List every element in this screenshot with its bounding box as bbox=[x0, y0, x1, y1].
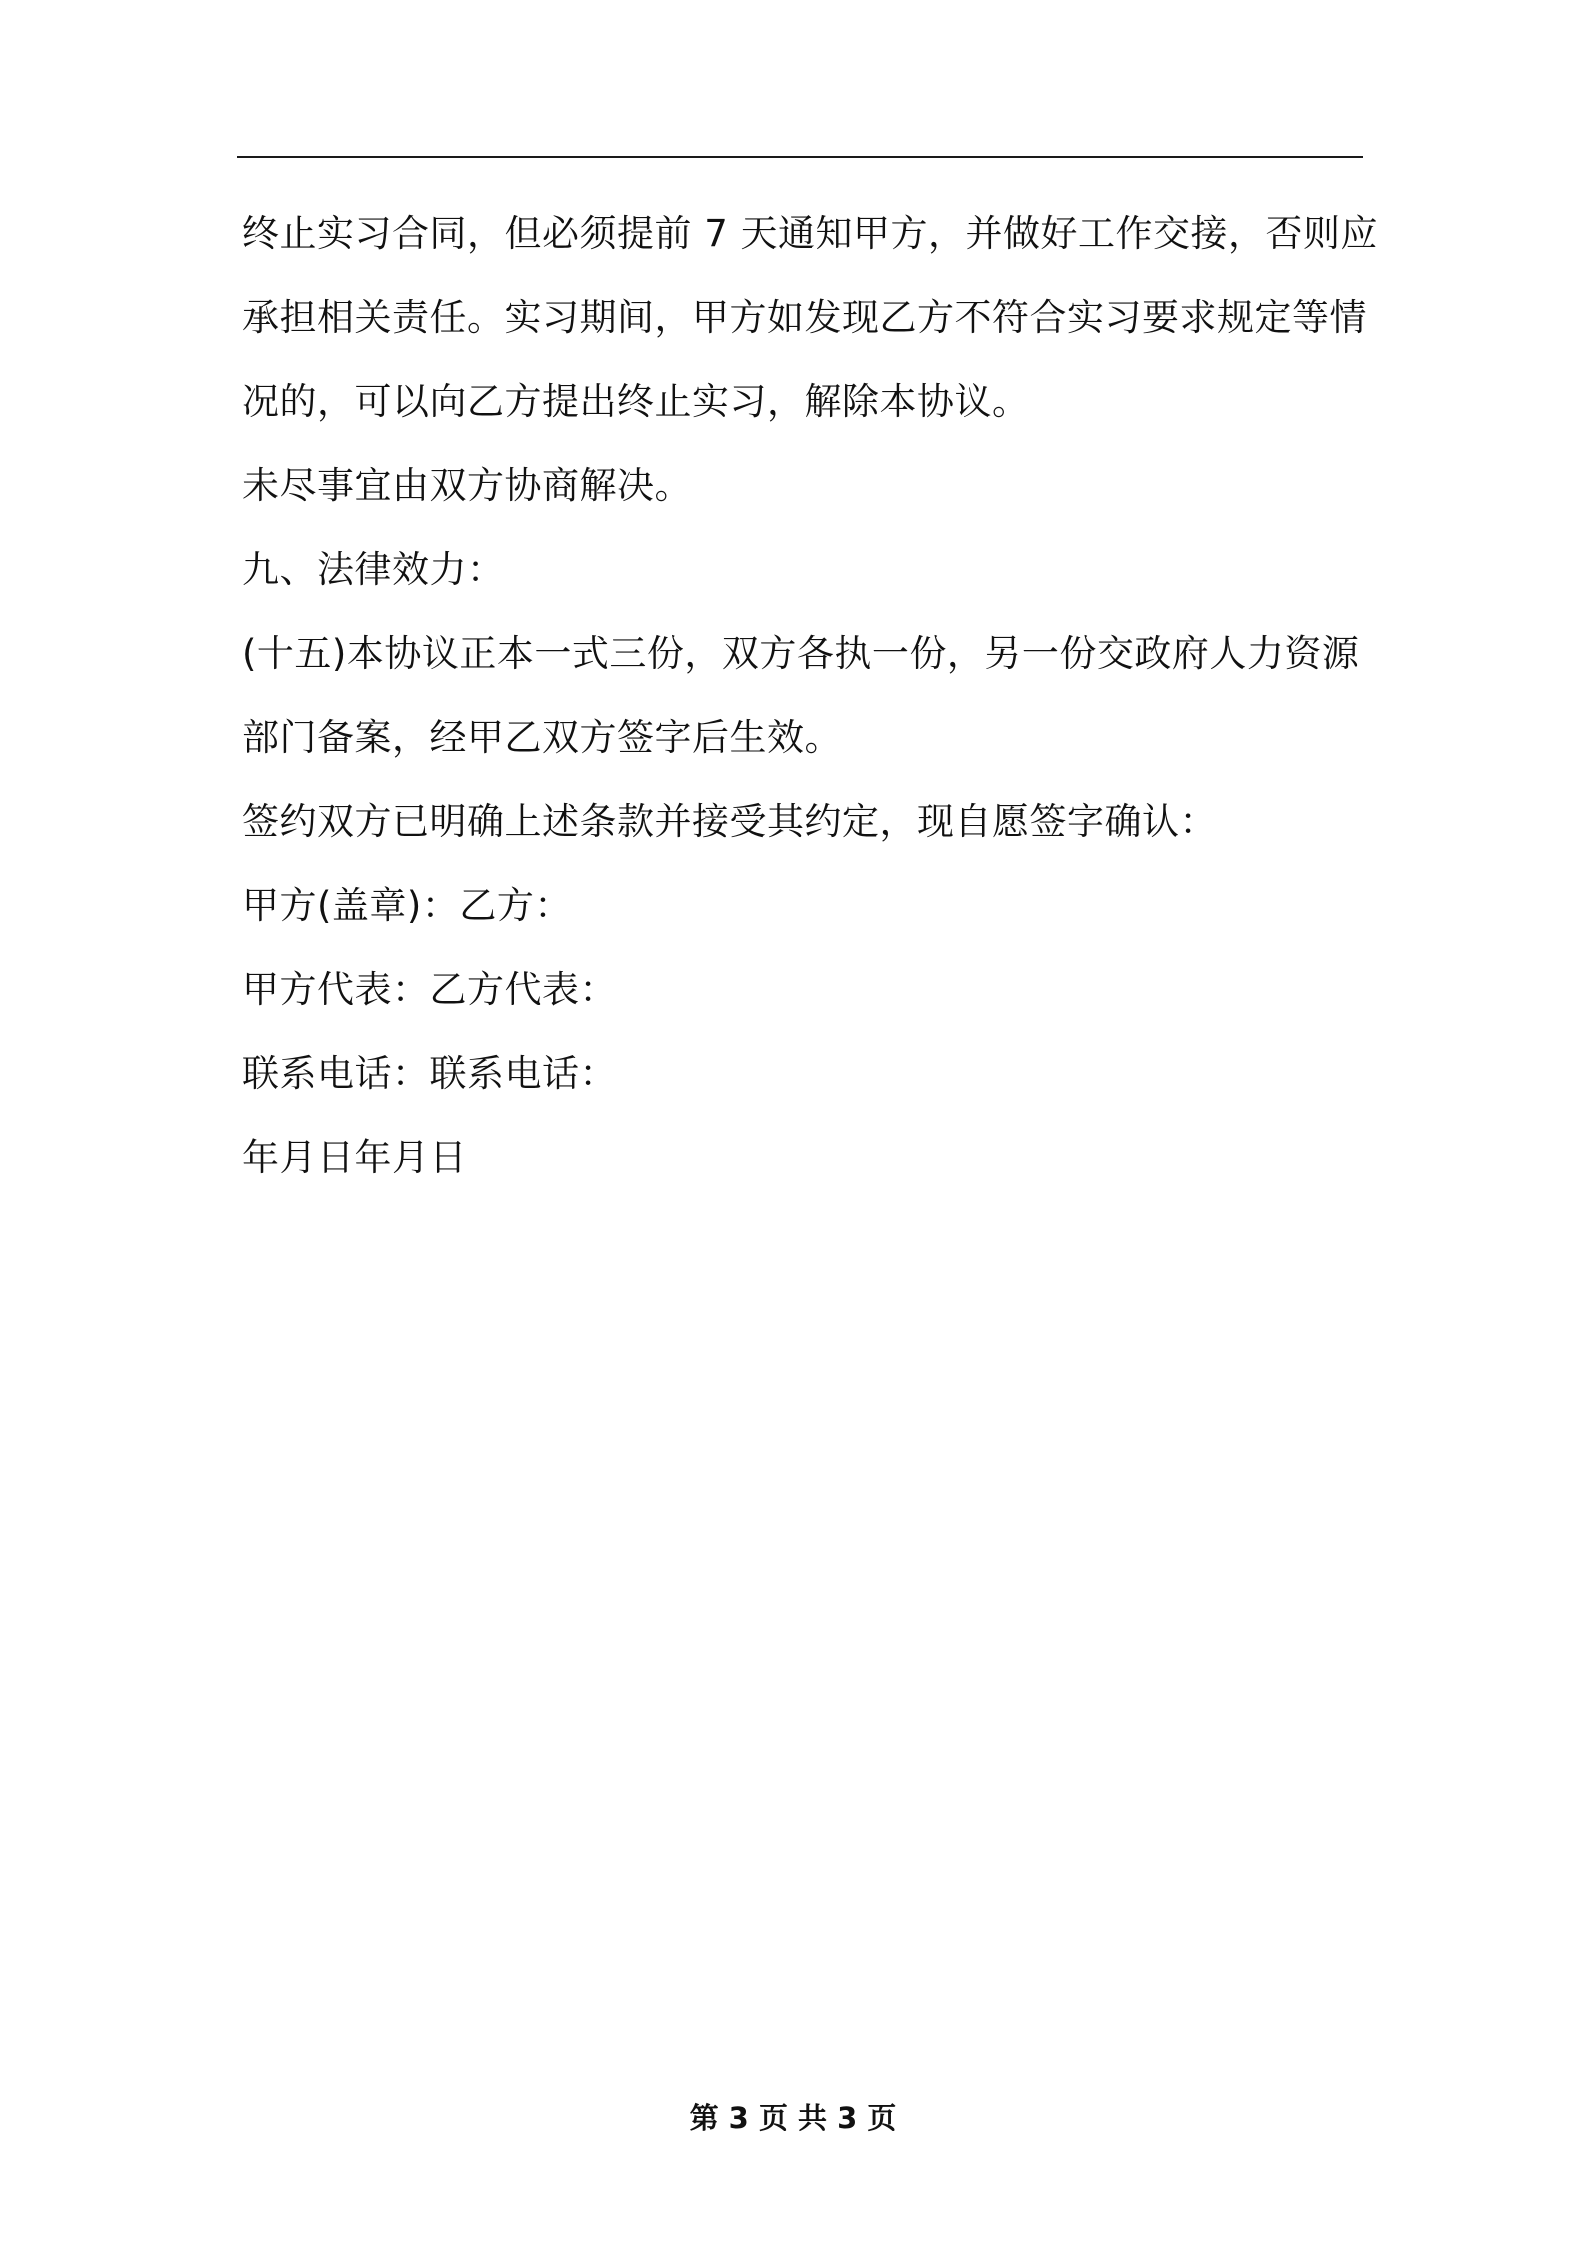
paragraph-line: (十五)本协议正本一式三份，双方各执一份，另一份交政府人力资源 bbox=[242, 632, 1360, 675]
paragraph-line: 签约双方已明确上述条款并接受其约定，现自愿签字确认： bbox=[242, 800, 1217, 843]
paragraph-line: 终止实习合同，但必须提前 7 天通知甲方，并做好工作交接，否则应 bbox=[242, 212, 1379, 255]
signature-line-party-a: 甲方(盖章)：乙方： bbox=[242, 884, 572, 927]
page-number-footer: 第 3 页 共 3 页 bbox=[689, 2101, 897, 2135]
section-heading: 九、法律效力： bbox=[242, 548, 505, 591]
signature-line-representative: 甲方代表：乙方代表： bbox=[242, 968, 617, 1011]
header-rule bbox=[237, 156, 1363, 158]
paragraph-line: 部门备案，经甲乙双方签字后生效。 bbox=[242, 716, 842, 759]
signature-line-date: 年月日年月日 bbox=[242, 1136, 467, 1179]
paragraph-line: 况的，可以向乙方提出终止实习，解除本协议。 bbox=[242, 380, 1030, 423]
paragraph-line: 未尽事宜由双方协商解决。 bbox=[242, 464, 692, 507]
document-body bbox=[242, 192, 1379, 1200]
signature-line-phone: 联系电话：联系电话： bbox=[242, 1052, 617, 1095]
paragraph-line: 承担相关责任。实习期间，甲方如发现乙方不符合实习要求规定等情 bbox=[242, 296, 1367, 339]
